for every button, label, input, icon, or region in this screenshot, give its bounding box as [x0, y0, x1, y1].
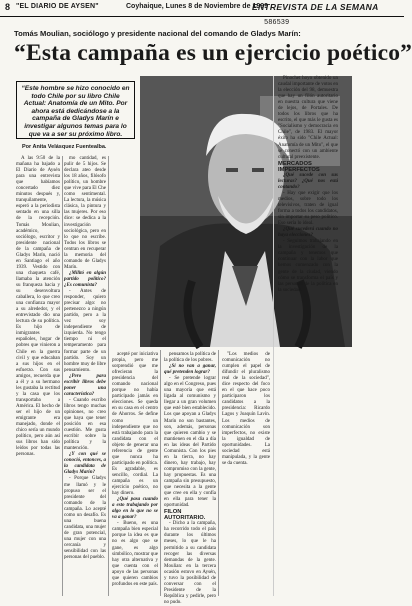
- answer-6: - Hay que exigir que los medios, sobre todo los televisivos, traten de igual forma a todos los candidatos, sin importar su peso político. Eso sería lo ideal.: [278, 190, 338, 227]
- text-column-5: [222, 352, 270, 596]
- text-column-3: [112, 352, 158, 596]
- column-4-text-b: - Dicho a la campaña, ha recorrido todo el país durante los últimos meses, lo que le ha permitido a su candidata recoger las diversas demandas de la gente. Moulian: en la tercera ocasión estuvo en Aysén, y tuvo la posibilidad de conversar con el Presidente de la República y pedirle, pero no pudo.: [164, 521, 216, 605]
- question-7: ¿Qué sucederá cuando no haya elecciones?: [278, 227, 338, 239]
- answer-7: - Seguimos trabajando en la investigación de la campaña y tenemos que continuar con la labor que hemos comenzado con la gente de la ciudad, viendo cómo se transforma el país y las personas de la política en la sociedad.: [278, 239, 338, 293]
- question-3: ¿Y con qué se conoció, entonces, a la candidata de Gladys Marín?: [64, 452, 106, 476]
- column-2-text: mo cantidad, es pulir de 5 hijos. Se declara ateo desde los 18 años, filósofo político, un hombre que vive para El Che como sentimental. La lectura, la música clásica, la pintura y las mujeres. Por eso dice: se dedica a la investigación sociológica, pero en lo que no escribe. Todos los libros se centran en recuperar la memoria del comando de Gladys Marín.: [64, 156, 106, 270]
- article-kicker: Tomás Moulian, sociólogo y presidente nacional del comando de Gladys Marín:: [14, 29, 301, 38]
- answer-3: - Porque Gladys me llamó y le propuso ser el presidente del comando de la campaña. Lo acepté como un desafío. Es una buena candidata, una mujer de gran potencial, una mujer con una cercanía y sensibilidad con las personas del pueblo.: [64, 476, 106, 561]
- intro-box: “Este hombre se hizo conocido en todo Chile por su libro Chile Actual: Anatomía de un Mito. Por ahora está dedicándose a la campaña de Gladys Marín e investigar algunos temas para lo que va a ser su próximo libro.: [16, 81, 135, 139]
- subhead-mercados: MERCADOS IMPERFECTOS: [278, 160, 320, 173]
- column-5-text-continued: "Los medios de comunicación no cumplen el papel de difundir el pluralismo real de la sociedad", dice respecto del foco en el que hace poco participaron los candidatos a la presidencia: Ricardo Lagos y Joaquín Lavín. Los medios de comunicación son imperfectos, no existe la igualdad de oportunidades. La sociedad está manipulada, y la gente se da cuenta.: [222, 352, 270, 466]
- page-header: [0, 0, 404, 17]
- column-3-text: acepté por iniciativa propia, pero me sorprendió que me ofrecieran la presidencia del comando nacional porque no había participado jamás en elecciones. Se queda en su casa en el centro de Ahorros. Se define como un independiente que no está trabajando para la candidata con el objeto de generar una referencia de gente que nunca ha participado en política. Es agradable, es sencillo, cordial. La campaña es un ejercicio poético, no hay dinero.: [112, 352, 158, 497]
- page-number: 8: [5, 2, 11, 12]
- text-column-4: [164, 352, 216, 605]
- column-6-text: Pinochet hoyo obtenido un caudal importante de votos en la elección del 98, demuestra que hay un filón autoritario en nuestra cultura que viene de lejos, de Portales. De todos los libros que ha escrito, el que más le gusta es "Socialismo y democracia en Chile", de 1983. El mayor éxito ha sido "Chile Actual: Anatomía de un Mito", el que se conectó con un ambiente cultural preexistente.: [278, 76, 338, 160]
- column-1-text: A las 9:50 de la mañana ha bajado a El Diario de Aysén para una entrevista que habíamos concertado diez minutos después y, tranquilamente, esperó a la periodista sentado en una silla de la recepción. Tomás Moulian, académico, sociólogo, escritor y presidente nacional de la campaña de Gladys Marín, nació en Santiago el año 1939. Vestido con una chaqueta café, llamaba la atención su franqueza hacia y su desenvoltura caballera, lo que creo una confianza mayor a su alrededor, y el entrevistado dio una lectura de su política. Es hijo de inmigrantes españoles, hogar de pobres que vinieron a Chile en la guerra civil y que educaban a sus hijos en el esfuerzo. Con sus amigos, recuerda que a él y a su hermano les gustaba la rectitud y la casa que los transportaba a América. El hecho de ser el hijo de un emigrante era manejado, donde el chico sería un mundo político, pero aún así sus libros han sido leídos por todas las personas.: [16, 156, 60, 458]
- question-1: ¿Militó en algún partido político? ¿Es comunista?: [64, 270, 106, 288]
- text-column-1: [16, 156, 60, 596]
- text-column-6: [278, 76, 338, 596]
- article-byline: Por Anita Velásquez Fuentealba.: [22, 144, 107, 150]
- answer-4: - Bueno, es una campaña bien especial porque la idea es que no es algo que se gane, es algo simbólico, mostrar que hay otra alternativa y que cuenta con el apoyo de las personas que quieren cambios profundos en este país.: [112, 521, 158, 587]
- text-column-2: [64, 156, 106, 596]
- publication-name: "EL DIARIO DE AYSEN": [16, 3, 99, 10]
- question-5: ¿Si no van a ganar, qué pretenden lograr?: [164, 364, 216, 376]
- question-2: ¿Pero para escribir libros debe poner una característica?: [64, 373, 106, 397]
- issue-date: Coyhaique, Lunes 8 de Noviembre de 1999: [126, 3, 268, 10]
- section-title: ENTREVISTA DE LA SEMANA: [252, 2, 379, 12]
- question-6: ¿Qué sucede con sus lecturas? ¿Qué nos está contando?: [278, 172, 338, 190]
- subhead-filon: FILON AUTORITARIO.: [164, 509, 206, 522]
- answer-5: - Se pretende lograr algo en el Congreso, pues una mayoría que está ligada al comunismo y llegar a un gran volumen que esté bien establecido. Los que apoyan a Gladys Marín no son bastantes, son, además, personas que quieren cambio y se mantienen en el día a día en las ideas del Partido Comunista. Con los pies en la tierra, no hay dinero, hay trabajo, hay compromiso con la gente, hay propuestas. Es una campaña sin presupuesto, que necesita a la gente que cree en ella y confía en ella para tener la oportunidad.: [164, 376, 216, 509]
- answer-1: - Antes de responder, quiero precisar algo: no pertenezco a ningún partido, pero a la vez soy independiente de izquierda. No tengo tiempo ni el temperamento para formar parte de un partido. Soy un hombre muy de libre pensamiento.: [64, 289, 106, 373]
- column-4-text: pensamos la política de la política de los pobres.: [164, 352, 216, 364]
- question-4: ¿Qué pasa cuando a esto trabajando por algo en lo que no se va a ganar?: [112, 497, 158, 521]
- article-headline: “Esta campaña es un ejercicio poético”: [14, 40, 412, 66]
- clip-id: 586539: [264, 19, 290, 27]
- answer-2: - Cuando escribo libros tengo muchas opiniones, no creo que haya que tener posición en esa cuestión. Me gusta escribir sobre la política y la mantención.: [64, 397, 106, 452]
